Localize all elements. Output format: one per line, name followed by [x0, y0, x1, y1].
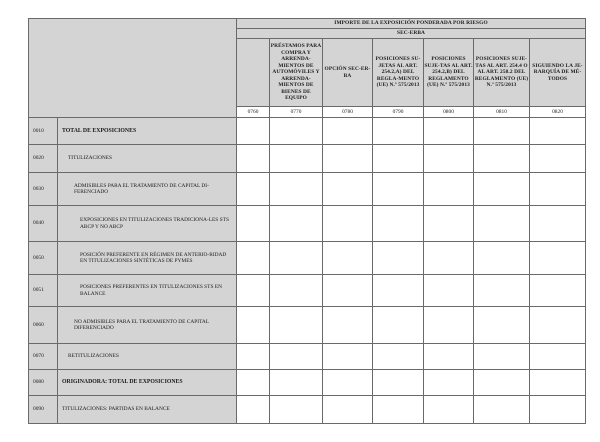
- data-cell[interactable]: [530, 118, 586, 145]
- data-cell[interactable]: [323, 344, 373, 370]
- data-cell[interactable]: [237, 370, 270, 396]
- table-row: [29, 206, 586, 242]
- data-cell[interactable]: [237, 307, 270, 344]
- data-cell[interactable]: [474, 307, 530, 344]
- row-code: 0010: [29, 118, 58, 145]
- table-row: [29, 118, 586, 145]
- data-cell[interactable]: [237, 396, 270, 424]
- data-cell[interactable]: [270, 145, 323, 173]
- row-label: ORIGINADORA: TOTAL DE EXPOSICIONES: [58, 370, 237, 396]
- col-header-loans-leasing: PRÉSTAMOS PARA COMPRA Y ARRENDA-MIENTOS DE AUTOMÓVILES Y ARRENDA-MIENTOS DE BIENES DE EQUIPO: [270, 39, 323, 107]
- data-cell[interactable]: [270, 242, 323, 275]
- data-cell[interactable]: [424, 145, 474, 173]
- data-cell[interactable]: [530, 275, 586, 307]
- data-cell[interactable]: [424, 206, 474, 242]
- table-row: [29, 344, 586, 370]
- data-cell[interactable]: [373, 344, 424, 370]
- col-header-art254-2b: POSICIONES SUJE-TAS AL ART. 254.2,B) DEL REGLAMENTO (UE) N.º 575/2013: [424, 39, 474, 107]
- col-code: 0770: [270, 107, 323, 118]
- data-cell[interactable]: [474, 173, 530, 206]
- table-row: [29, 275, 586, 307]
- header-blank-corner: [29, 19, 237, 118]
- data-cell[interactable]: [424, 307, 474, 344]
- table-row: [29, 145, 586, 173]
- data-cell[interactable]: [323, 396, 373, 424]
- data-cell[interactable]: [474, 344, 530, 370]
- col-code: 0790: [373, 107, 424, 118]
- header-subtitle: SEC-ERBA: [237, 29, 586, 39]
- data-cell[interactable]: [270, 396, 323, 424]
- row-code: 0030: [29, 173, 58, 206]
- table-row: [29, 396, 586, 424]
- row-label: TITULIZACIONES: PARTIDAS EN BALANCE: [58, 396, 237, 424]
- row-code: 0070: [29, 344, 58, 370]
- col-code: 0810: [474, 107, 530, 118]
- row-label: ADMISIBLES PARA EL TRATAMIENTO DE CAPITAL DI-FERENCIADO: [58, 173, 237, 206]
- table-row: [29, 307, 586, 344]
- data-cell[interactable]: [323, 173, 373, 206]
- data-cell[interactable]: [530, 396, 586, 424]
- data-cell[interactable]: [373, 173, 424, 206]
- data-cell[interactable]: [424, 173, 474, 206]
- col-code: 0800: [424, 107, 474, 118]
- data-cell[interactable]: [323, 307, 373, 344]
- data-cell[interactable]: [270, 206, 323, 242]
- data-cell[interactable]: [323, 275, 373, 307]
- table-row: [29, 242, 586, 275]
- data-cell[interactable]: [323, 145, 373, 173]
- data-cell[interactable]: [237, 275, 270, 307]
- row-code: 0020: [29, 145, 58, 173]
- data-cell[interactable]: [270, 307, 323, 344]
- row-code: 0090: [29, 396, 58, 424]
- table-row: [29, 370, 586, 396]
- data-cell[interactable]: [474, 118, 530, 145]
- row-code: 0040: [29, 206, 58, 242]
- data-cell[interactable]: [474, 206, 530, 242]
- data-cell[interactable]: [270, 344, 323, 370]
- row-label: NO ADMISIBLES PARA EL TRATAMIENTO DE CAPITAL DIFERENCIADO: [58, 307, 237, 344]
- data-cell[interactable]: [530, 145, 586, 173]
- data-cell[interactable]: [323, 206, 373, 242]
- data-cell[interactable]: [530, 344, 586, 370]
- data-cell[interactable]: [424, 344, 474, 370]
- data-cell[interactable]: [323, 370, 373, 396]
- data-cell[interactable]: [237, 344, 270, 370]
- data-cell[interactable]: [373, 145, 424, 173]
- col-header-hierarchy: SIGUIENDO LA JE-RARQUÍA DE MÉ-TODOS: [530, 39, 586, 107]
- data-cell[interactable]: [237, 173, 270, 206]
- data-cell[interactable]: [373, 370, 424, 396]
- row-label: POSICIONES PREFERENTES EN TITULIZACIONES STS EN BALANCE: [58, 275, 237, 307]
- col-code: 0820: [530, 107, 586, 118]
- row-label: POSICIÓN PREFERENTE EN RÉGIMEN DE ANTERIO-RIDAD EN TITULIZACIONES SINTÉTICAS DE PYMES: [58, 242, 237, 275]
- data-cell[interactable]: [530, 307, 586, 344]
- data-cell[interactable]: [474, 242, 530, 275]
- row-label: RETITULIZACIONES: [58, 344, 237, 370]
- data-cell[interactable]: [424, 396, 474, 424]
- col-code: 0760: [237, 107, 270, 118]
- data-cell[interactable]: [424, 275, 474, 307]
- data-cell[interactable]: [323, 242, 373, 275]
- risk-weighted-exposure-table: [28, 18, 586, 424]
- table-row: [29, 173, 586, 206]
- data-cell[interactable]: [270, 275, 323, 307]
- data-cell[interactable]: [474, 145, 530, 173]
- row-label: TOTAL DE EXPOSICIONES: [58, 118, 237, 145]
- row-code: 0060: [29, 307, 58, 344]
- row-label: EXPOSICIONES EN TITULIZACIONES TRADICIONA-LES STS ABCP Y NO ABCP: [58, 206, 237, 242]
- row-label: TITULIZACIONES: [58, 145, 237, 173]
- data-cell[interactable]: [373, 118, 424, 145]
- col-header-art254-4: POSICIONES SUJE-TAS AL ART. 254.4 O AL ART. 258.2 DEL REGLAMENTO (UE) N.º 575/2013: [474, 39, 530, 107]
- data-cell[interactable]: [530, 242, 586, 275]
- col-code: 0780: [323, 107, 373, 118]
- data-cell[interactable]: [530, 206, 586, 242]
- data-cell[interactable]: [373, 307, 424, 344]
- data-cell[interactable]: [323, 118, 373, 145]
- data-cell[interactable]: [237, 118, 270, 145]
- data-cell[interactable]: [530, 173, 586, 206]
- data-cell[interactable]: [237, 145, 270, 173]
- data-cell[interactable]: [270, 173, 323, 206]
- data-cell[interactable]: [424, 370, 474, 396]
- data-cell[interactable]: [530, 370, 586, 396]
- row-code: 0050: [29, 242, 58, 275]
- data-cell[interactable]: [373, 396, 424, 424]
- data-cell[interactable]: [237, 242, 270, 275]
- data-cell[interactable]: [424, 118, 474, 145]
- col-header-blank: [237, 39, 270, 107]
- data-cell[interactable]: [474, 275, 530, 307]
- data-cell[interactable]: [237, 206, 270, 242]
- data-cell[interactable]: [424, 242, 474, 275]
- col-header-sec-erba-option: OPCIÓN SEC-ER-BA: [323, 39, 373, 107]
- data-cell[interactable]: [270, 370, 323, 396]
- data-cell[interactable]: [474, 396, 530, 424]
- data-cell[interactable]: [373, 206, 424, 242]
- data-cell[interactable]: [373, 242, 424, 275]
- data-cell[interactable]: [474, 370, 530, 396]
- data-cell[interactable]: [270, 118, 323, 145]
- data-cell[interactable]: [373, 275, 424, 307]
- header-title: IMPORTE DE LA EXPOSICIÓN PONDERADA POR RIESGO: [237, 19, 586, 29]
- row-code: 0080: [29, 370, 58, 396]
- col-header-art254-2a: POSICIONES SU-JETAS AL ART. 254.2,A) DEL REGLA-MENTO (UE) N.º 575/2013: [373, 39, 424, 107]
- row-code: 0051: [29, 275, 58, 307]
